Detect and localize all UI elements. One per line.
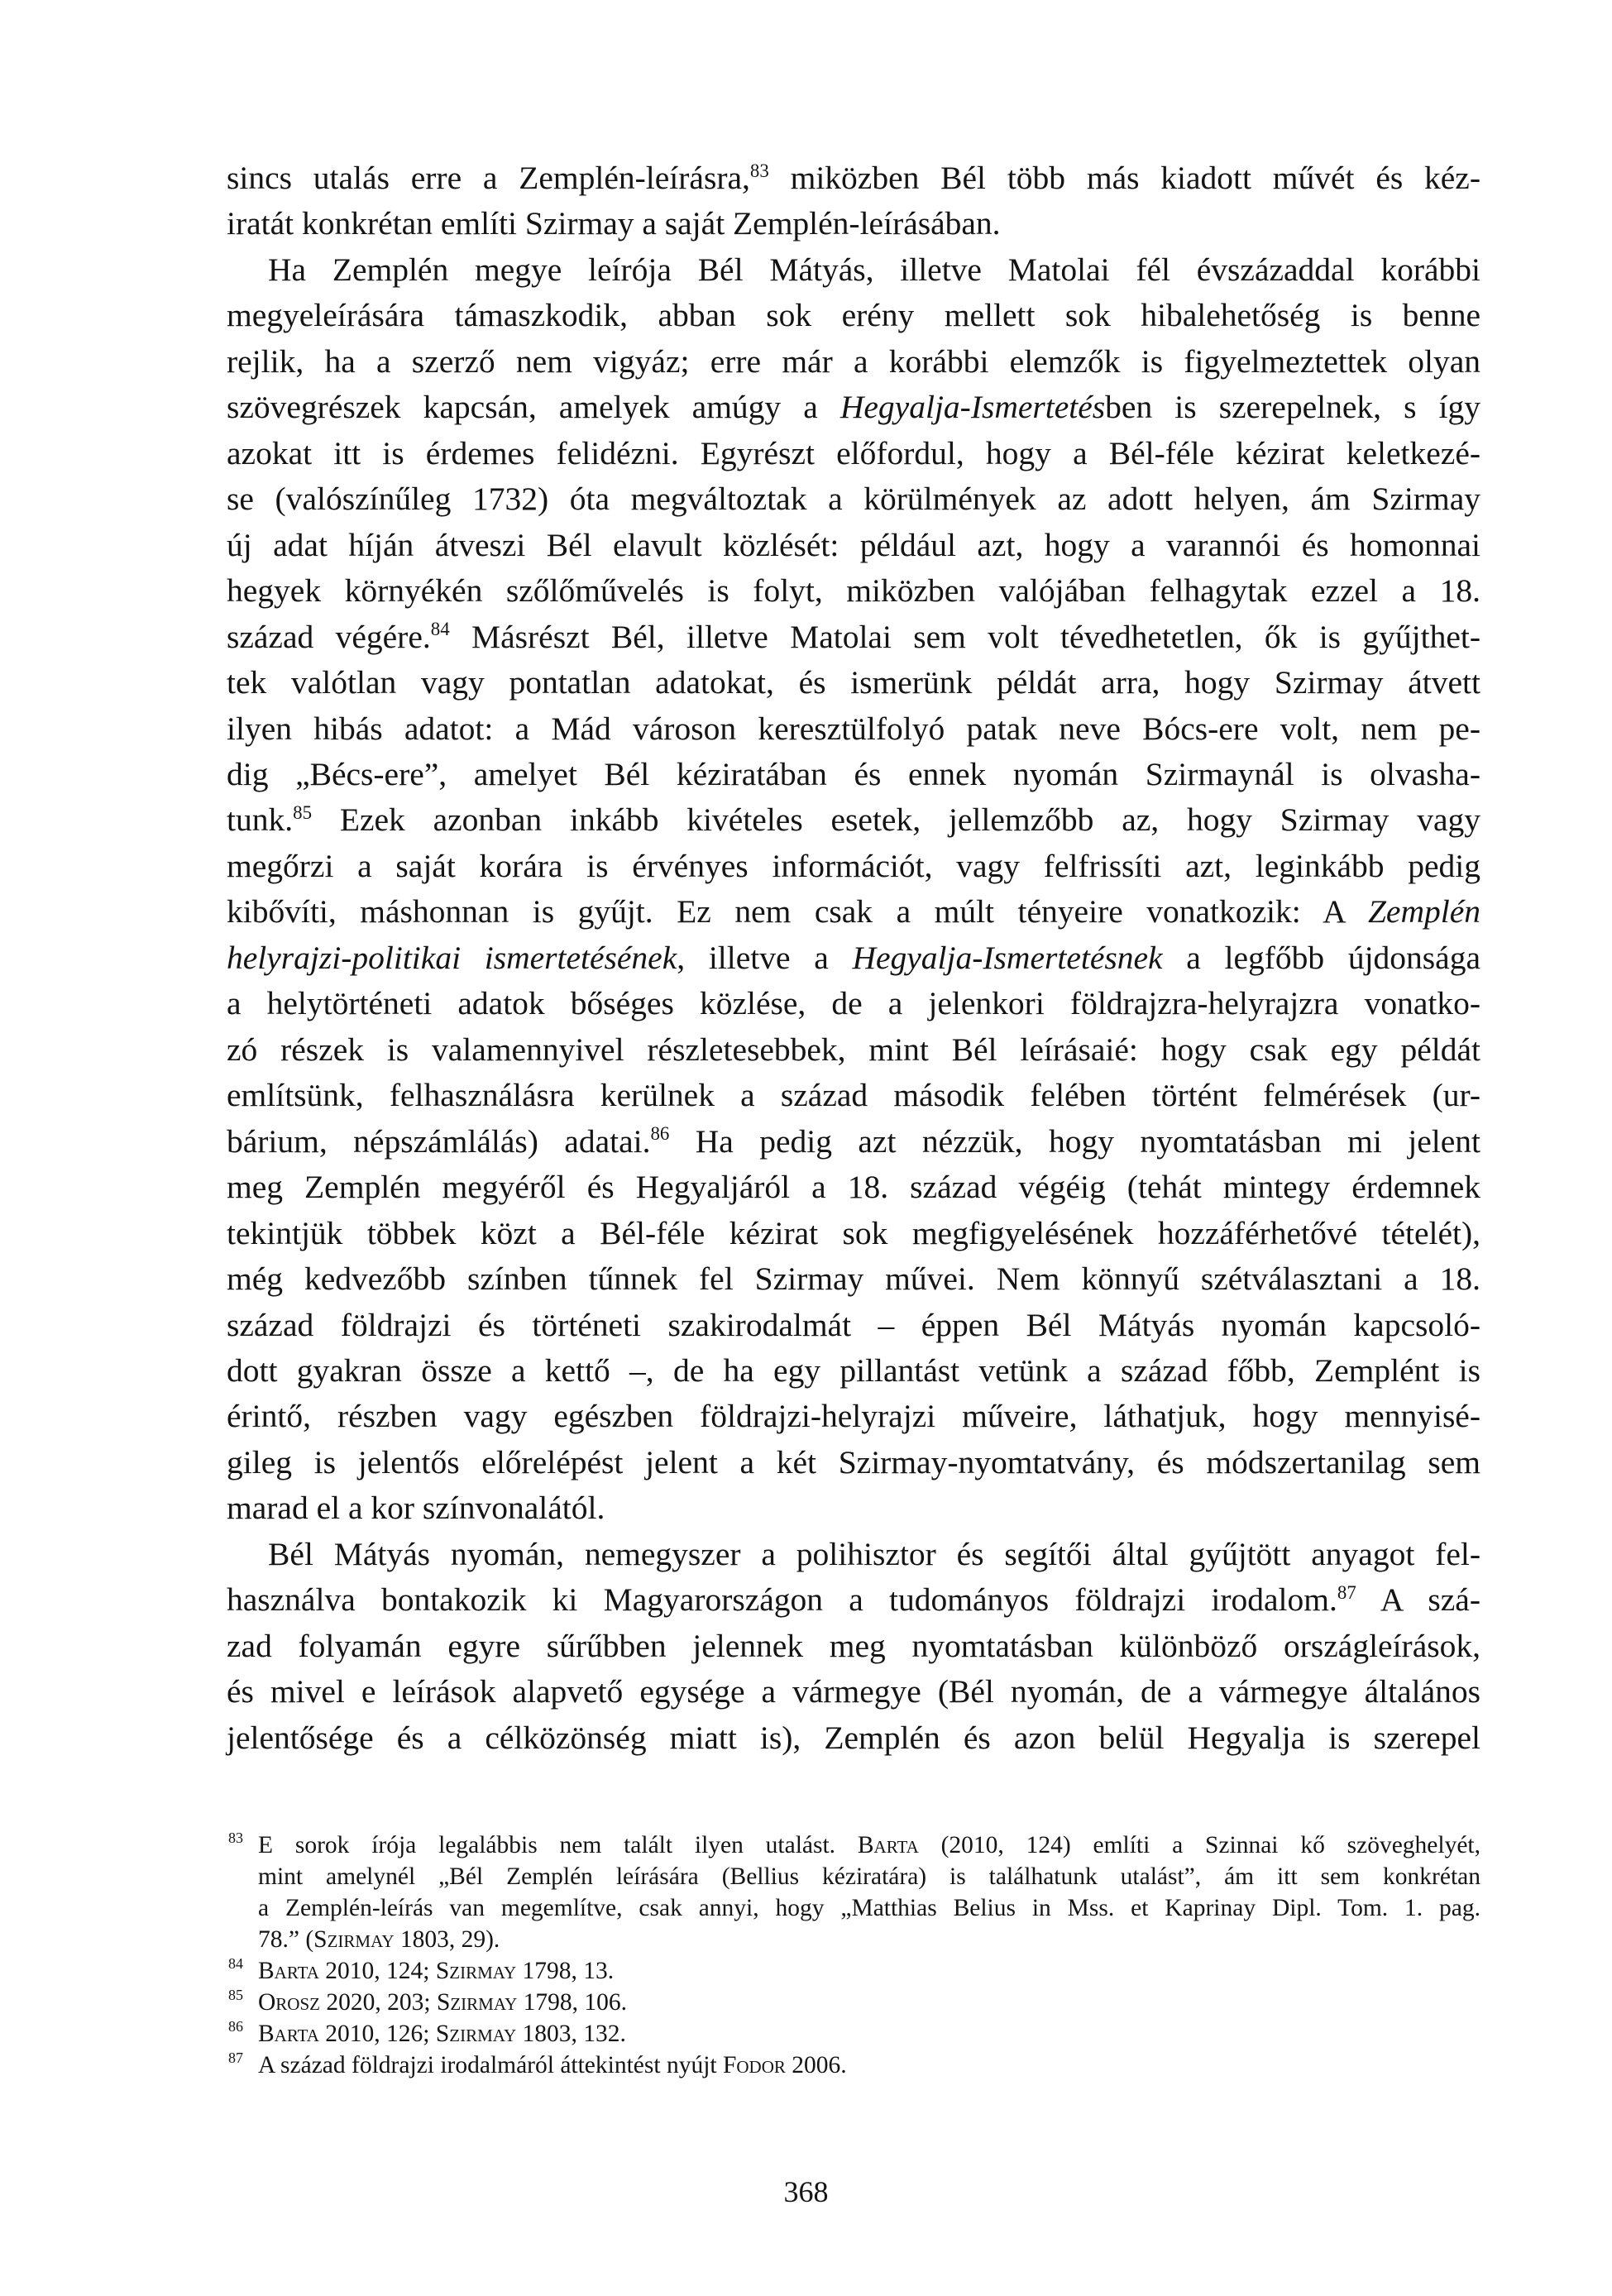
text-run: és mivel e leírások alapvető egysége a vármegye (Bél nyomán, de a vármegye általános — [227, 1673, 1480, 1710]
text-run: miközben Bél több más kiadott művét és kéz- — [768, 160, 1480, 196]
body-line — [227, 1393, 1480, 1439]
text-run: (2010, 124) említi a Szinnai kő szöveghelyét, — [918, 1832, 1480, 1858]
text-run: mint amelynél „Bél Zemplén leírására (Bellius kéziratára) is találhatunk utalást”, ám itt sem konkrétan — [258, 1863, 1480, 1890]
text-run: Ha pedig azt nézzük, hogy nyomtatásban mi jelent — [669, 1122, 1480, 1160]
text-run: E sorok írója legalábbis nem talált ilyen utalást. — [258, 1832, 858, 1858]
text-run: megőrzi a saját korára is érvényes információt, vagy felfrissíti azt, leginkább pedig — [227, 847, 1480, 884]
body-line — [227, 980, 1480, 1026]
body-line — [227, 1072, 1480, 1118]
text-run: kibővíti, máshonnan is gyűjt. Ez nem csak a múlt tényeire vonatkozik: A — [227, 893, 1368, 930]
author-name: Barta — [258, 2021, 319, 2047]
text-run: szövegrészek kapcsán, amelyek amúgy a — [227, 389, 840, 426]
text-run: érintő, részben vagy egészben földrajzi-helyrajzi műveire, láthatjuk, hogy mennyisé- — [227, 1398, 1480, 1435]
body-line — [227, 1668, 1480, 1715]
text-run: A század földrajzi irodalmáról áttekintést nyújt — [258, 2052, 723, 2078]
text-run: tunk. — [227, 801, 294, 839]
footnote-line — [258, 1955, 1480, 1987]
text-run: dig „Bécs-ere”, amelyet Bél kéziratában és ennek nyomán Szirmaynál is olvasha- — [227, 755, 1480, 792]
text-run: 2006. — [785, 2052, 847, 2078]
text-run: Bél Mátyás nyomán, nemegyszer a polihisztor és segítői által gyűjtött anyagot fel- — [268, 1535, 1480, 1572]
text-run: jelentősége és a célközönség miatt is), Zemplén és azon belül Hegyalja is szerepel — [227, 1719, 1480, 1756]
author-name: Orosz — [258, 1989, 320, 2016]
author-name: Szirmay — [435, 2021, 517, 2047]
body-line — [227, 1715, 1480, 1761]
body-line — [227, 1026, 1480, 1073]
body-line — [227, 614, 1480, 660]
author-name: Szirmay — [435, 1958, 517, 1984]
footnote-line — [258, 1987, 1480, 2018]
text-run: azokat itt is érdemes felidézni. Egyrészt előfordul, hogy a Bél-féle kézirat keletkezé- — [227, 434, 1480, 471]
body-line — [227, 200, 1480, 246]
text-run: zad folyamán egyre sűrűbben jelennek meg nyomtatásban különböző országleírások, — [227, 1627, 1480, 1664]
body-line — [227, 1623, 1480, 1669]
footnote-number: 84 — [228, 1955, 243, 1972]
italic-title: Zemplén — [1367, 893, 1480, 930]
text-run: Ezek azonban inkább kivételes esetek, jellemzőbb az, hogy Szirmay vagy — [312, 801, 1480, 839]
text-run: sincs utalás erre a Zemplén-leírásra, — [227, 160, 750, 196]
body-line — [227, 1576, 1480, 1623]
text-run: tek valótlan vagy pontatlan adatokat, és ismerünk példát arra, hogy Szirmay átvett — [227, 664, 1480, 701]
text-run: ben is szerepelnek, s így — [1105, 389, 1480, 426]
text-run: használva bontakozik ki Magyarországon a tudományos földrajzi irodalom. — [227, 1581, 1337, 1619]
text-run: a legfőbb újdonsága — [1162, 939, 1480, 976]
text-run: 1798, 13. — [516, 1958, 615, 1984]
body-line — [227, 384, 1480, 430]
footnote-line — [258, 1892, 1480, 1924]
text-run: bárium, népszámlálás) adatai. — [227, 1122, 651, 1160]
text-run: század földrajzi és történeti szakirodalmát – éppen Bél Mátyás nyomán kapcsoló- — [227, 1306, 1480, 1343]
text-run: zó részek is valamennyivel részletesebbek, mint Bél leírásaié: hogy csak egy példát — [227, 1031, 1480, 1068]
body-line — [227, 430, 1480, 476]
body-line — [227, 522, 1480, 568]
body-line — [227, 1439, 1480, 1485]
text-run: ilyen hibás adatot: a Mád városon keresztülfolyó patak neve Bócs-ere volt, nem pe- — [227, 710, 1480, 747]
body-line — [227, 751, 1480, 797]
footnote-number: 87 — [228, 2050, 243, 2066]
text-run: 1803, 132. — [516, 2021, 626, 2047]
text-run: 1798, 106. — [517, 1989, 627, 2016]
footnote-line — [258, 2050, 1480, 2081]
body-line — [227, 1256, 1480, 1302]
text-run: század végére. — [227, 618, 431, 655]
body-line — [227, 476, 1480, 522]
text-run: tekintjük többek közt a Bél-féle kézirat sok megfigyelésének hozzáférhetővé tételét), — [227, 1214, 1480, 1251]
footnote-ref[interactable]: 84 — [430, 619, 450, 640]
footnote-line — [258, 1830, 1480, 1861]
footnote-ref[interactable]: 85 — [293, 802, 313, 824]
text-run: még kedvezőbb színben tűnnek fel Szirmay művei. Nem könnyű szétválasztani a 18. — [227, 1260, 1480, 1298]
text-run: Másrészt Bél, illetve Matolai sem volt tévedhetetlen, ők is gyűjthet- — [449, 618, 1481, 655]
text-run: hegyek környékén szőlőművelés is folyt, miközben valójában felhagytak ezzel a 18. — [227, 572, 1480, 610]
footnote-ref[interactable]: 83 — [749, 160, 769, 181]
italic-title: helyrajzi-politikai ismertetésének — [227, 939, 677, 976]
author-name: Szirmay — [313, 1926, 395, 1953]
page-number: 368 — [783, 2175, 829, 2208]
text-run: iratát konkrétan említi Szirmay a saját Zemplén-leírásában. — [227, 205, 1001, 242]
author-name: Fodor — [722, 2052, 786, 2078]
text-run: említsünk, felhasználásra kerülnek a század második felében történt felmérések (ur- — [227, 1077, 1480, 1114]
body-line — [227, 338, 1480, 385]
body-line — [227, 246, 1480, 293]
text-run: 2020, 203; — [319, 1989, 437, 2016]
footnote-line — [258, 2018, 1480, 2050]
italic-title: Hegyalja-Ismertetésnek — [852, 939, 1163, 976]
text-run: dott gyakran össze a kettő –, de ha egy pillantást vetünk a század főbb, Zemplént is — [227, 1351, 1480, 1389]
body-line — [227, 1118, 1480, 1165]
italic-title: Hegyalja-Ismertetés — [839, 389, 1106, 426]
text-run: Ha Zemplén megye leírója Bél Mátyás, illetve Matolai fél évszázaddal korábbi — [268, 251, 1480, 288]
text-run: rejlik, ha a szerző nem vigyáz; erre már a korábbi elemzők is figyelmeztettek olyan — [227, 342, 1480, 380]
footnote-number: 85 — [228, 1987, 243, 2003]
text-run: se (valószínűleg 1732) óta megváltoztak a körülmények az adott helyen, ám Szirmay — [227, 481, 1480, 518]
body-line — [227, 567, 1480, 614]
body-line — [227, 155, 1480, 201]
text-run: megyeleírására támaszkodik, abban sok erény mellett sok hibalehetőség is benne — [227, 297, 1480, 334]
body-line — [227, 292, 1480, 338]
footnote-line — [258, 1861, 1480, 1892]
body-line — [227, 659, 1480, 706]
text-run: 78.” ( — [258, 1926, 314, 1953]
text-run: új adat híján átveszi Bél elavult közlését: például azt, hogy a varannói és homonnai — [227, 526, 1480, 563]
text-run: , illetve a — [677, 939, 853, 976]
text-run: 1803, 29). — [394, 1926, 500, 1953]
footnote-number: 83 — [228, 1830, 243, 1846]
text-run: marad el a kor színvonalától. — [227, 1490, 605, 1527]
text-run: gileg is jelentős előrelépést jelent a két Szirmay-nyomtatvány, és módszertanilag sem — [227, 1443, 1480, 1480]
body-line — [227, 888, 1480, 935]
footnote-line — [258, 1924, 1480, 1955]
body-line — [227, 1210, 1480, 1256]
text-run: A szá- — [1356, 1581, 1480, 1619]
author-name: Barta — [258, 1958, 319, 1984]
footnote-number: 86 — [228, 2018, 243, 2035]
body-line — [227, 1302, 1480, 1348]
body-line — [227, 843, 1480, 889]
author-name: Szirmay — [436, 1989, 518, 2016]
text-run: a Zemplén-leírás van megemlítve, csak annyi, hogy „Matthias Belius in Mss. et Kaprinay Dipl. Tom. 1. pag. — [258, 1895, 1480, 1921]
text-run: 2010, 126; — [318, 2021, 436, 2047]
body-line — [227, 1485, 1480, 1531]
footnote-ref[interactable]: 87 — [1337, 1582, 1356, 1604]
body-line — [227, 706, 1480, 752]
text-run: 2010, 124; — [318, 1958, 436, 1984]
body-line — [227, 796, 1480, 843]
body-line — [227, 1347, 1480, 1394]
author-name: Barta — [857, 1832, 919, 1858]
body-line — [227, 1164, 1480, 1210]
body-line — [227, 1531, 1480, 1577]
body-line — [227, 935, 1480, 981]
text-run: a helytörténeti adatok bőséges közlése, de a jelenkori földrajzra-helyrajzra vonatko- — [227, 985, 1480, 1022]
text-run: meg Zemplén megyéről és Hegyaljáról a 18. század végéig (tehát mintegy érdemnek — [227, 1169, 1480, 1206]
footnote-ref[interactable]: 86 — [650, 1123, 670, 1145]
